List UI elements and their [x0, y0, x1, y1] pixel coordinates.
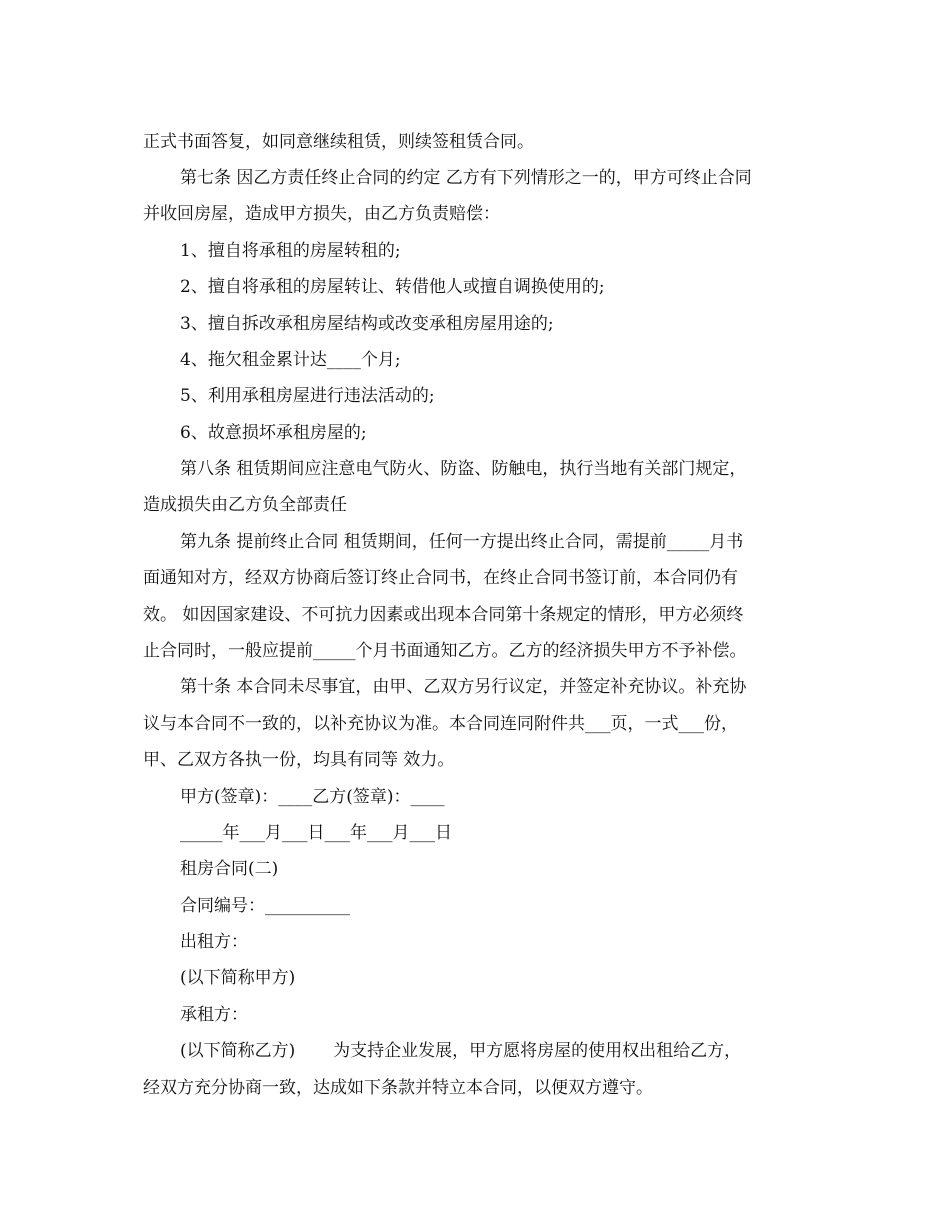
paragraph-line: 甲、乙双方各执一份，均具有同等 效力。	[143, 750, 455, 770]
paragraph-line: (以下简称乙方) 为支持企业发展，甲方愿将房屋的使用权出租给乙方，	[180, 1041, 742, 1061]
paragraph-line: 并收回房屋，造成甲方损失，由乙方负责赔偿：	[143, 204, 500, 224]
paragraph-line: 第七条 因乙方责任终止合同的约定 乙方有下列情形之一的，甲方可终止合同	[180, 168, 752, 188]
list-item: 2、擅自将承租的房屋转让、转借他人或擅自调换使用的;	[180, 277, 605, 297]
list-item: 5、利用承租房屋进行违法活动的;	[180, 386, 435, 406]
list-item: 3、擅自拆改承租房屋结构或改变承租房屋用途的;	[180, 314, 554, 334]
paragraph-line: 效。 如因国家建设、不可抗力因素或出现本合同第十条规定的情形，甲方必须终	[143, 605, 744, 625]
paragraph-line: 止合同时，一般应提前_____个月书面通知乙方。乙方的经济损失甲方不予补偿。	[143, 641, 747, 661]
section-title: 租房合同(二)	[180, 859, 279, 879]
party-line: 出租方：	[180, 932, 248, 952]
paragraph-line: 面通知对方，经双方协商后签订终止合同书，在终止合同书签订前，本合同仍有	[143, 568, 738, 588]
list-item: 6、故意损坏承租房屋的;	[180, 423, 367, 443]
paragraph-line: 第九条 提前终止合同 租赁期间，任何一方提出终止合同，需提前_____月书	[180, 532, 744, 552]
paragraph-line: 第八条 租赁期间应注意电气防火、防盗、防触电，执行当地有关部门规定，	[180, 459, 747, 479]
paragraph-line: 经双方充分协商一致，达成如下条款并特立本合同，以便双方遵守。	[143, 1078, 653, 1098]
party-note-line: (以下简称甲方)	[180, 968, 296, 988]
party-line: 承租方：	[180, 1005, 248, 1025]
contract-number-line: 合同编号：__________	[180, 896, 350, 916]
signature-line: 甲方(签章)：____乙方(签章)：____	[180, 787, 445, 807]
paragraph-line: 正式书面答复，如同意继续租赁，则续签租赁合同。	[143, 132, 534, 152]
list-item: 4、拖欠租金累计达____个月;	[180, 350, 401, 370]
paragraph-line: 造成损失由乙方负全部责任	[143, 495, 347, 515]
paragraph-line: 议与本合同不一致的，以补充协议为准。本合同连同附件共___页，一式___份，	[143, 714, 738, 734]
date-line: _____年___月___日___年___月___日	[180, 823, 452, 843]
list-item: 1、擅自将承租的房屋转租的;	[180, 241, 401, 261]
paragraph-line: 第十条 本合同未尽事宜，由甲、乙双方另行议定，并签定补充协议。补充协	[180, 677, 747, 697]
